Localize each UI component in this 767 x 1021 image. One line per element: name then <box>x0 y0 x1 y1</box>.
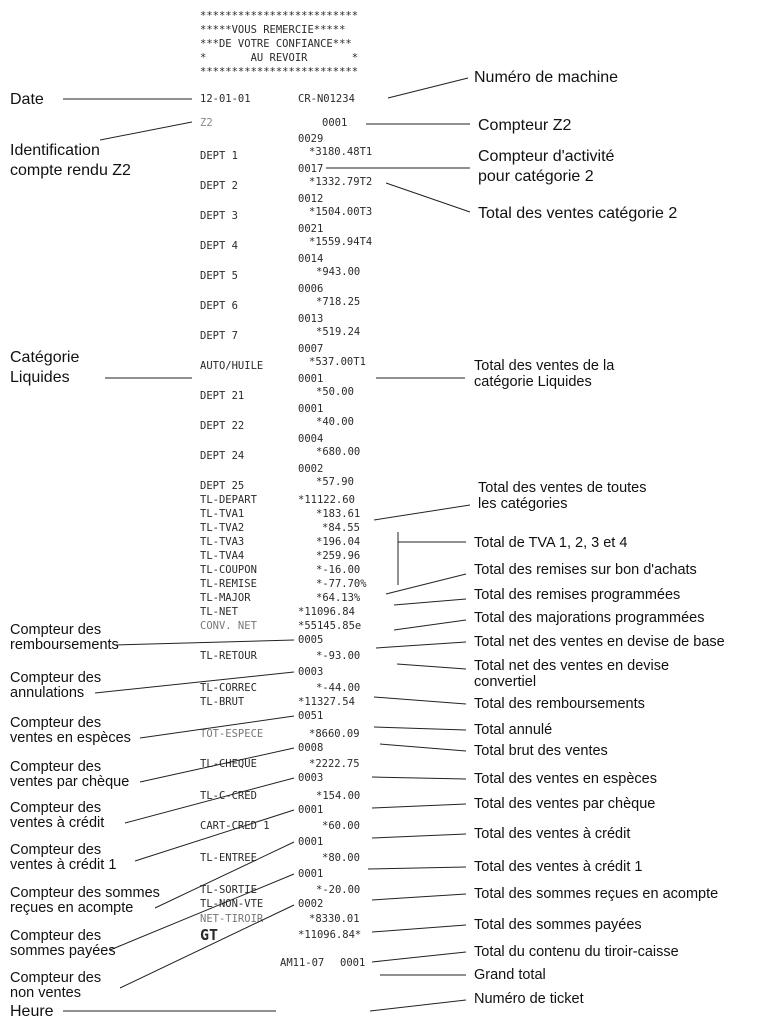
dept-label: DEPT 21 <box>200 390 245 402</box>
total-value: *259.96 <box>316 550 361 562</box>
annotation-esp-2: ventes en espèces <box>10 730 131 746</box>
dept-value: *519.24 <box>316 326 361 338</box>
total-value: *-16.00 <box>316 564 361 576</box>
right-annotations <box>326 69 725 1011</box>
lower-counter: 0003 <box>298 666 324 678</box>
lower-value: *2222.75 <box>309 758 360 770</box>
leader-cat2-total <box>386 183 470 212</box>
lower-label: TL-C-CRED <box>200 790 257 802</box>
leader-all <box>374 505 470 520</box>
receipt <box>200 10 372 969</box>
annotation-payees-2: sommes payées <box>10 943 116 959</box>
total-value: *196.04 <box>316 536 361 548</box>
lower-counter: 0001 <box>298 868 324 880</box>
annotation-annul-2: annulations <box>10 685 85 701</box>
annotation-liq-total-2: catégorie Liquides <box>474 374 592 390</box>
total-label: TL-MAJOR <box>200 592 251 604</box>
annotation-cred-1: Compteur des <box>10 800 102 816</box>
receipt-z-counter: 0001 <box>322 117 348 129</box>
annotation-chq-2: ventes par chèque <box>10 774 130 790</box>
receipt-machine-number: CR-N01234 <box>298 93 355 105</box>
annotation-payees-1: Compteur des <box>10 928 102 944</box>
annotation-cred1-2: ventes à crédit 1 <box>10 857 117 873</box>
annotation-rembours-2: remboursements <box>10 637 119 653</box>
dept-label: DEPT 6 <box>200 300 238 312</box>
annotation-tva: Total de TVA 1, 2, 3 et 4 <box>474 535 628 551</box>
lower-value: *11327.54 <box>298 696 355 708</box>
annotation-nonvente-2: non ventes <box>10 985 81 1001</box>
non-vente-label: TL-NON-VTE <box>200 898 264 910</box>
receipt-confidence-line: ***DE VOTRE CONFIANCE*** <box>200 38 352 50</box>
annotation-credit1: Total des ventes à crédit 1 <box>474 859 643 875</box>
dept-counter: 0001 <box>298 403 324 415</box>
annotation-liquides-2: Liquides <box>10 369 70 386</box>
annotation-ticket: Numéro de ticket <box>474 991 584 1007</box>
annotation-coupon: Total des remises sur bon d'achats <box>474 562 697 578</box>
lower-counter: 0003 <box>298 772 324 784</box>
dept-counter: 0002 <box>298 463 324 475</box>
lower-value: *-44.00 <box>316 682 361 694</box>
lower-counter: 0001 <box>298 804 324 816</box>
annotation-acompte-2: reçues en acompte <box>10 900 134 916</box>
lower-label: CART-CRED 1 <box>200 820 270 832</box>
annotation-especes: Total des ventes en espèces <box>474 771 657 787</box>
dept-value: *943.00 <box>316 266 361 278</box>
annotation-ident-1: Identification <box>10 142 100 159</box>
annotation-cred1-1: Compteur des <box>10 842 102 858</box>
leader-chq <box>140 748 294 782</box>
dept-counter: 0021 <box>298 223 324 235</box>
dept-counter: 0007 <box>298 343 324 355</box>
lower-label: TOT-ESPECE <box>200 728 264 740</box>
dept-value: *680.00 <box>316 446 361 458</box>
annotation-annul-1: Compteur des <box>10 670 102 686</box>
lower-counter: 0001 <box>298 836 324 848</box>
leader-credit1 <box>368 867 466 869</box>
annotation-acompte-1: Compteur des sommes <box>10 885 160 901</box>
lower-value: *154.00 <box>316 790 361 802</box>
total-value: *183.61 <box>316 508 361 520</box>
lower-counter: 0005 <box>298 634 324 646</box>
annotation-remise: Total des remises programmées <box>474 587 681 603</box>
dept-value: *50.00 <box>316 386 354 398</box>
dept-label: DEPT 22 <box>200 420 245 432</box>
lower-counter: 0008 <box>298 742 324 754</box>
total-label: CONV. NET <box>200 620 257 632</box>
dept-counter: 0017 <box>298 163 324 175</box>
annotation-acompte: Total des sommes reçues en acompte <box>474 886 719 902</box>
annotation-ident-2: compte rendu Z2 <box>10 162 131 179</box>
leader-cheque <box>372 804 466 808</box>
lower-value: *-93.00 <box>316 650 361 662</box>
lower-label: TL-SORTIE <box>200 884 257 896</box>
dept-counter: 0029 <box>298 133 324 145</box>
lower-label: TL-ENTREE <box>200 852 257 864</box>
annotation-activity-1: Compteur d'activité <box>478 148 615 165</box>
leader-ident <box>100 122 192 140</box>
leader-rembours <box>115 640 294 645</box>
leader-net <box>376 642 466 648</box>
total-value: *55145.85e <box>298 620 362 632</box>
dept-value: *40.00 <box>316 416 354 428</box>
dept-value-liquides: *537.00T1 <box>309 356 366 368</box>
dept-counter: 0014 <box>298 253 324 265</box>
dept-label: DEPT 7 <box>200 330 238 342</box>
total-value: *11096.84 <box>298 606 355 618</box>
leader-major <box>394 620 466 630</box>
dept-label: DEPT 24 <box>200 450 245 462</box>
lower-value: *8660.09 <box>309 728 360 740</box>
receipt-goodbye-line: * AU REVOIR * <box>200 52 359 64</box>
annotation-activity-2: pour catégorie 2 <box>478 168 594 185</box>
dept-value: *1332.79T2 <box>309 176 373 188</box>
receipt-date: 12-01-01 <box>200 93 251 105</box>
receipt-time: AM11-07 <box>280 957 325 969</box>
annotation-liquides-1: Catégorie <box>10 349 80 366</box>
annotation-cat2-total: Total des ventes catégorie 2 <box>478 205 678 222</box>
annotation-gt: Grand total <box>474 967 546 983</box>
annotation-cred-2: ventes à crédit <box>10 815 105 831</box>
dept-label: DEPT 4 <box>200 240 238 252</box>
receipt-department-lines <box>200 133 372 492</box>
total-label: TL-DEPART <box>200 494 257 506</box>
dept-label: DEPT 5 <box>200 270 238 282</box>
annotation-major: Total des majorations programmées <box>474 610 705 626</box>
dept-counter: 0006 <box>298 283 324 295</box>
lower-label: TL-RETOUR <box>200 650 257 662</box>
dept-value: *3180.48T1 <box>309 146 373 158</box>
receipt-thanks-line: *****VOUS REMERCIE***** <box>200 24 346 36</box>
leader-conv <box>397 664 466 669</box>
dept-label: DEPT 1 <box>200 150 238 162</box>
dept-counter: 0012 <box>298 193 324 205</box>
annotation-machine: Numéro de machine <box>474 69 619 86</box>
annotation-esp-1: Compteur des <box>10 715 102 731</box>
receipt-ticket-number: 0001 <box>340 957 366 969</box>
annotation-annule: Total annulé <box>474 722 553 738</box>
leader-annul <box>95 672 294 693</box>
receipt-lower <box>200 634 365 969</box>
annotation-payees: Total des sommes payées <box>474 917 642 933</box>
leader-retour <box>374 697 466 704</box>
annotation-rembours-1: Compteur des <box>10 622 102 638</box>
grand-total-value: *11096.84* <box>298 929 362 941</box>
dept-label: DEPT 2 <box>200 180 238 192</box>
annotation-conv-1: Total net des ventes en devise <box>474 658 670 674</box>
leader-tiroir <box>372 952 466 962</box>
total-label: TL-NET <box>200 606 238 618</box>
lower-value: *80.00 <box>322 852 360 864</box>
dept-label-liquides: AUTO/HUILE <box>200 360 264 372</box>
annotation-tiroir: Total du contenu du tiroir-caisse <box>474 944 679 960</box>
dept-value: *1559.94T4 <box>309 236 373 248</box>
lower-value: *60.00 <box>322 820 360 832</box>
annotation-all-2: les catégories <box>478 496 568 512</box>
receipt-totals <box>200 494 367 632</box>
total-label: TL-REMISE <box>200 578 257 590</box>
total-value: *64.13% <box>316 592 361 604</box>
total-label: TL-TVA1 <box>200 508 245 520</box>
dept-counter: 0004 <box>298 433 324 445</box>
receipt-stars-bottom: ************************* <box>200 66 359 78</box>
annotation-all-1: Total des ventes de toutes <box>478 480 647 496</box>
receipt-stars-top: ************************* <box>200 10 359 22</box>
lower-label: TL-CHEQUE <box>200 758 257 770</box>
annotation-heure: Heure <box>10 1003 54 1020</box>
lower-label: TL-CORREC <box>200 682 257 694</box>
annotation-cheque: Total des ventes par chèque <box>474 796 656 812</box>
total-value: *11122.60 <box>298 494 355 506</box>
dept-value: *1504.00T3 <box>309 206 373 218</box>
leader-remise <box>394 599 466 605</box>
leader-brut <box>380 744 466 751</box>
leader-machine <box>388 78 468 98</box>
total-label: TL-TVA2 <box>200 522 245 534</box>
annotation-net: Total net des ventes en devise de base <box>474 634 725 650</box>
total-label: TL-TVA3 <box>200 536 245 548</box>
annotation-credit: Total des ventes à crédit <box>474 826 631 842</box>
lower-label: TL-BRUT <box>200 696 245 708</box>
annotation-brut: Total brut des ventes <box>474 743 608 759</box>
lower-counter: 0051 <box>298 710 324 722</box>
leader-annule <box>374 727 466 730</box>
tiroir-label: NET-TIROIR <box>200 913 264 925</box>
annotation-z2: Compteur Z2 <box>478 117 572 134</box>
dept-label: DEPT 25 <box>200 480 245 492</box>
leader-especes <box>372 777 466 779</box>
annotation-nonvente-1: Compteur des <box>10 970 102 986</box>
annotation-retour: Total des remboursements <box>474 696 645 712</box>
annotation-date: Date <box>10 91 44 108</box>
dept-counter: 0001 <box>298 373 324 385</box>
annotation-conv-2: convertiel <box>474 674 537 690</box>
lower-value: *-20.00 <box>316 884 361 896</box>
dept-counter: 0013 <box>298 313 324 325</box>
annotation-liq-total-1: Total des ventes de la <box>474 358 615 374</box>
leader-ticket <box>370 1000 466 1011</box>
leader-acompte-total <box>372 894 466 900</box>
dept-value: *718.25 <box>316 296 361 308</box>
total-label: TL-TVA4 <box>200 550 245 562</box>
receipt-report-id: Z2 <box>200 117 213 129</box>
left-annotations <box>10 91 294 1020</box>
total-value: *84.55 <box>322 522 360 534</box>
dept-value: *57.90 <box>316 476 354 488</box>
annotation-chq-1: Compteur des <box>10 759 102 775</box>
tiroir-value: *8330.01 <box>309 913 360 925</box>
leader-cred <box>125 778 294 823</box>
leader-credit <box>372 834 466 838</box>
non-vente-counter: 0002 <box>298 898 324 910</box>
total-label: TL-COUPON <box>200 564 257 576</box>
leader-payees-total <box>372 925 466 932</box>
dept-label: DEPT 3 <box>200 210 238 222</box>
grand-total-label: GT <box>200 926 219 944</box>
total-value: *-77.70% <box>316 578 367 590</box>
